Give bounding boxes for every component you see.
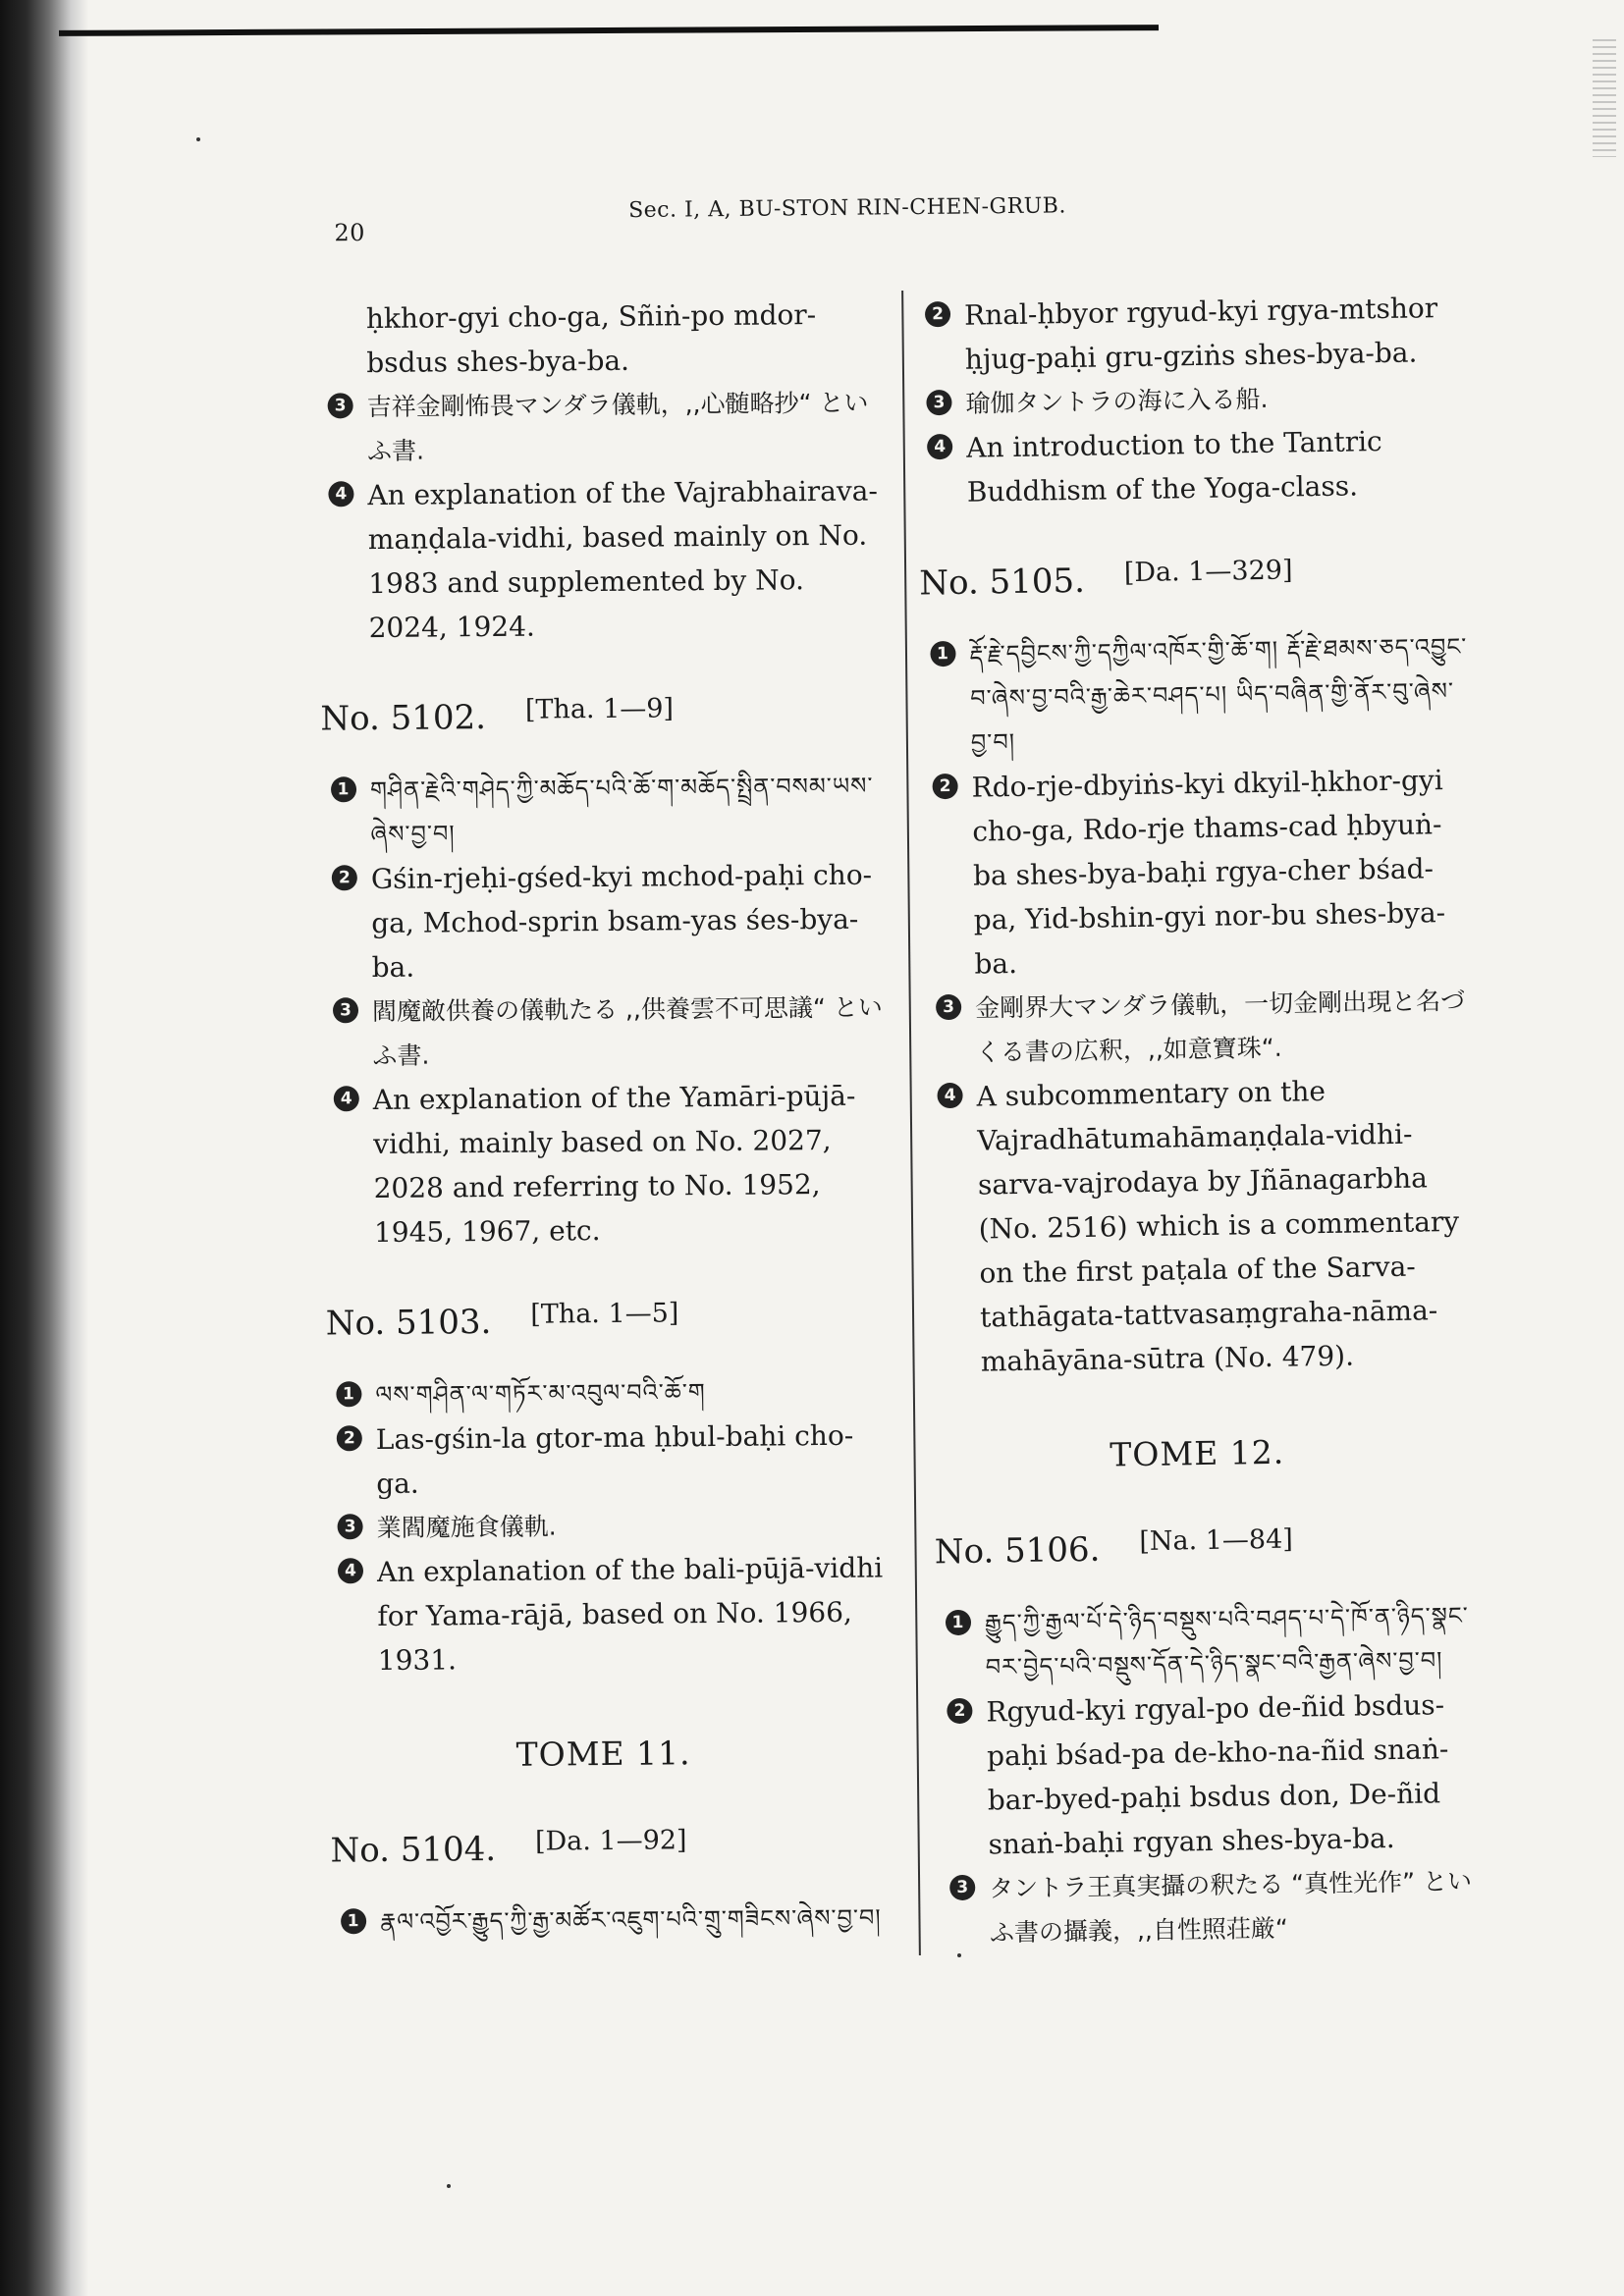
entry-number: No. 5104. — [330, 1829, 497, 1871]
book-binding-shadow — [0, 0, 88, 2296]
entry-english — [328, 1545, 889, 1682]
entry-transliteration — [322, 853, 883, 990]
marker-2: 2 — [925, 301, 950, 327]
tibetan-text: རྣལ་འབྱོར་རྒྱུད་ཀྱི་རྒྱ་མཚོར་འཇུག་པའི་གྲུ་གཟིངས་ཞེས་བྱ་བ། — [380, 1903, 882, 1937]
entry-japanese — [926, 979, 1477, 1076]
japanese-text: 吉祥金剛怖畏マンダラ儀軌，,,心髄略抄“ といふ書. — [366, 388, 869, 466]
marker-3: 3 — [926, 390, 951, 415]
marker-3: 3 — [328, 393, 353, 418]
entry-tibetan — [326, 1369, 886, 1418]
english-text: An introduction to the Tantric Buddhism of the Yoga-class. — [965, 425, 1382, 508]
entry-reference: [Na. 1—84] — [1139, 1523, 1294, 1558]
entry-transliteration — [922, 758, 1475, 988]
tibetan-text: གཤིན་རྗེའི་གཤེད་ཀྱི་མཆོད་པའི་ཆོ་ག་མཆོད་སྤྲིན་བསམ་ཡས་ཞེས་བྱ་བ། — [369, 772, 874, 849]
entry-tibetan — [936, 1594, 1487, 1691]
entry-heading-5102 — [320, 693, 880, 744]
entry-number: No. 5103. — [325, 1303, 492, 1344]
marker-2: 2 — [332, 865, 357, 890]
entry-number: No. 5105. — [919, 561, 1086, 604]
marker-4: 4 — [338, 1558, 363, 1583]
transliteration-text: Rnal-ḥbyor rgyud-kyi rgya-mtshor ḥjug-paḥi gru-gziṅs shes-bya-ba. — [963, 292, 1438, 376]
marker-4: 4 — [927, 434, 952, 459]
marker-2: 2 — [932, 774, 957, 799]
entry-number: No. 5102. — [320, 698, 487, 739]
japanese-text: 業閻魔施食儀軌. — [376, 1512, 557, 1543]
entry-english — [917, 418, 1468, 515]
transliteration-text: Rdo-rje-dbyiṅs-kyi dkyil-ḥkhor-gyi cho-ga, Rdo-rje thams-cad ḥbyuṅ-ba shes-bya-baḥi rgya-cher bśad-pa, Yid-bshin-gyi nor-bu shes-bya-ba. — [971, 764, 1446, 981]
marker-4: 4 — [937, 1083, 962, 1108]
entry-tibetan — [920, 625, 1472, 767]
entry-tibetan — [331, 1896, 891, 1945]
marker-4: 4 — [334, 1086, 359, 1111]
entry-japanese — [317, 381, 878, 474]
entry-japanese — [323, 986, 884, 1079]
marker-1: 1 — [341, 1908, 366, 1934]
marker-2: 2 — [337, 1425, 362, 1451]
entry-transliteration — [937, 1682, 1489, 1868]
japanese-text: 瑜伽タントラの海に入る船. — [965, 384, 1269, 418]
entry-heading-5104 — [330, 1824, 890, 1875]
marker-1: 1 — [336, 1381, 361, 1407]
entry-japanese — [940, 1859, 1490, 1956]
english-text: An explanation of the bali-pūjā-vidhi for Yama-rājā, based on No. 1966, 1931. — [376, 1551, 884, 1678]
transliteration-text: Gśin-rjeḥi-gśed-kyi mchod-paḥi cho-ga, Mchod-sprin bsam-yas śes-bya-ba. — [370, 858, 873, 985]
entry-heading-5103 — [326, 1298, 886, 1349]
scan-speck — [447, 2184, 451, 2188]
tibetan-text: རྒྱུད་ཀྱི་རྒྱལ་པོ་དེ་ཉིད་བསྡུས་པའི་བཤད་པ་དེ་ཁོ་ན་ཉིད་སྣང་བར་བྱེད་པའི་བསྡུས་དོན་དེ་ཉིད་སྣང་བའི་རྒྱན་ཞེས་བྱ་བ། — [984, 1601, 1470, 1682]
left-column — [317, 293, 892, 1946]
entry-transliteration — [327, 1414, 888, 1507]
entry-english — [318, 469, 880, 651]
scan-speck — [196, 137, 200, 141]
scan-edge-noise — [1593, 39, 1616, 157]
entry-heading-5106 — [935, 1522, 1486, 1577]
entry-tibetan — [321, 765, 882, 858]
marker-3: 3 — [949, 1875, 975, 1900]
japanese-text: 閻魔敵供養の儀軌たる ,,供養雲不可思議“ といふ書. — [371, 992, 883, 1071]
marker-3: 3 — [333, 997, 358, 1023]
entry-japanese — [327, 1501, 887, 1550]
marker-2: 2 — [947, 1698, 972, 1724]
marker-1: 1 — [946, 1610, 971, 1635]
marker-1: 1 — [331, 776, 356, 802]
running-title: Sec. I, A, BU-STON RIN-CHEN-GRUB. — [628, 193, 1067, 224]
right-column — [915, 286, 1491, 1956]
tome-heading: TOME 12. — [1110, 1432, 1285, 1474]
entry-reference: [Tha. 1—5] — [530, 1298, 679, 1330]
tibetan-text: ལས་གཤིན་ལ་གཏོར་མ་འབུལ་བའི་ཆོ་ག — [375, 1378, 706, 1410]
japanese-text: 金剛界大マンダラ儀軌，一切金剛出現と名づくる書の広釈，,,如意寶珠“. — [974, 986, 1466, 1067]
entry-reference: [Da. 1—92] — [534, 1825, 687, 1857]
tibetan-text: རྡོ་རྗེ་དབྱིངས་ཀྱི་དཀྱིལ་འཁོར་གྱི་ཆོ་ག། རྡོ་རྗེ་ཐམས་ཅད་འབྱུང་བ་ཞེས་བྱ་བའི་རྒྱ་ཆེར་བཤད་པ། ཡིད་བཞིན་གྱི་ནོར་བུ་ཞེས་བྱ་བ། — [969, 632, 1468, 757]
english-text: An explanation of the Vajrabhairava-maṇḍala-vidhi, based mainly on No. 1983 and supplemented by No. 2024, 1924. — [367, 474, 879, 645]
entry-english — [324, 1074, 886, 1255]
entry-transliteration — [915, 286, 1466, 383]
entry-heading-5105 — [919, 554, 1470, 609]
transliteration-text: Las-gśin-la gtor-ma ḥbul-baḥi cho-ga. — [375, 1418, 854, 1501]
japanese-text: タントラ王真実攝の釈たる “真性光作” といふ書の攝義，,,自性照荘厳“ — [989, 1866, 1473, 1948]
tome-heading: TOME 11. — [515, 1734, 691, 1774]
marker-3: 3 — [338, 1514, 363, 1539]
english-text: A subcommentary on the Vajradhātumahāmaṇḍala-vidhi-sarva-vajrodaya by Jñānagarbha (No. 2516) which is a commentary on the first paṭala of the Sarva-tathāgata-tattvasaṃgraha-nāma-mahāyāna-sūtra (No. 479). — [976, 1075, 1460, 1378]
transliteration-text: Rgyud-kyi rgyal-po de-ñid bsdus-paḥi bśad-pa de-kho-na-ñid snaṅ-bar-byed-paḥi bsdus don, De-ñid snaṅ-baḥi rgyan shes-bya-ba. — [986, 1688, 1449, 1861]
page-number: 20 — [334, 218, 366, 247]
running-head — [334, 191, 1316, 247]
entry-number: No. 5106. — [934, 1529, 1101, 1573]
top-edge-rule — [59, 25, 1159, 36]
english-text: An explanation of the Yamāri-pūjā-vidhi, mainly based on No. 2027, 2028 and referring to No. 1952, 1945, 1967, etc. — [372, 1079, 856, 1250]
continued-title: ḥkhor-gyi cho-ga, Sñiṅ-po mdor-bsdus shes-bya-ba. — [365, 298, 817, 380]
entry-reference: [Tha. 1—9] — [524, 693, 675, 725]
marker-1: 1 — [930, 641, 955, 667]
marker-4: 4 — [328, 481, 353, 507]
marker-3: 3 — [936, 994, 961, 1020]
entry-english — [927, 1067, 1482, 1385]
entry-reference: [Da. 1—329] — [1123, 555, 1293, 589]
